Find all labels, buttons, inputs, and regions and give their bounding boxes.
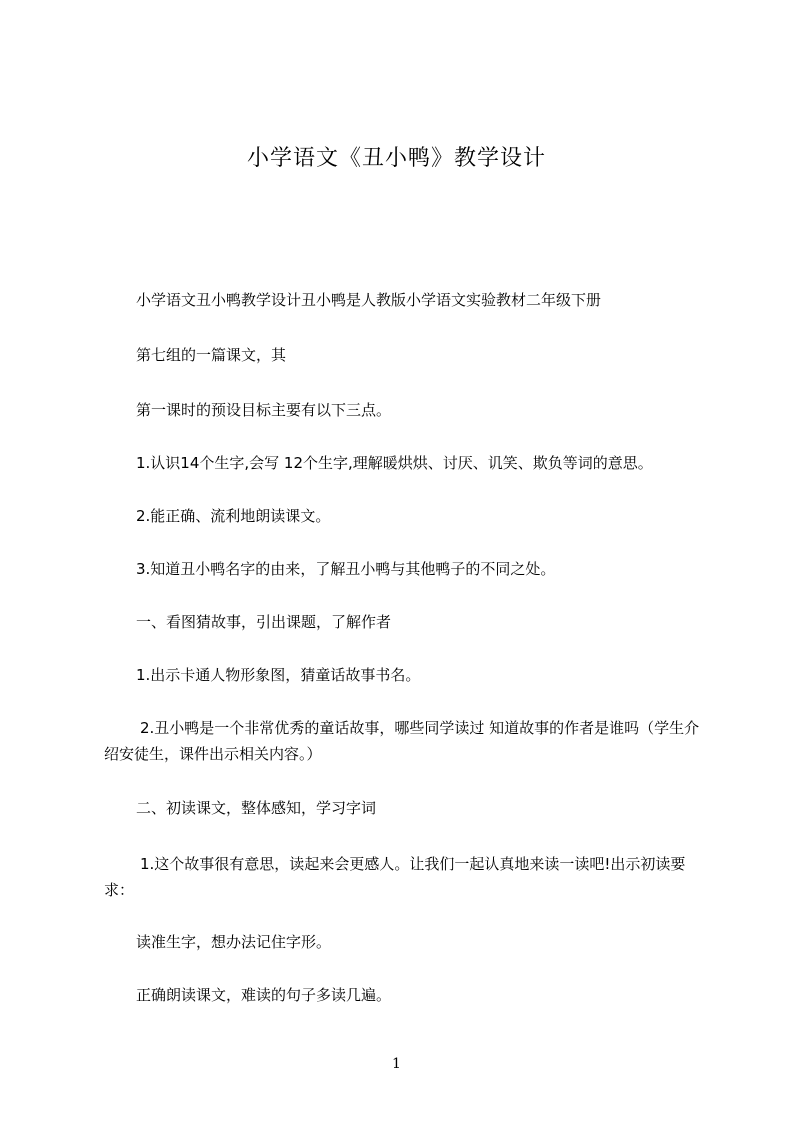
paragraph-8: 2.丑小鸭是一个非常优秀的童话故事，哪些同学读过 知道故事的作者是谁吗（学生介绍安徒生，课件出示相关内容。） [104,719,700,763]
paragraph-3: 第一课时的预设目标主要有以下三点。 [136,401,392,419]
paragraph-7: 1.出示卡通人物形象图，猜童话故事书名。 [136,666,421,684]
paragraph-4: 1.认识14个生字,会写 12个生字,理解暖烘烘、讨厌、讥笑、欺负等词的意思。 [136,454,653,472]
section-heading-2: 二、初读课文，整体感知，学习字词 [136,799,377,817]
paragraph-1: 小学语文丑小鸭教学设计丑小鸭是人教版小学语文实验教材二年级下册 [136,291,602,309]
paragraph-11: 正确朗读课文，难读的句子多读几遍。 [136,986,392,1004]
paragraph-5: 2.能正确、流利地朗读课文。 [136,507,331,525]
document-title: 小学语文《丑小鸭》教学设计 [246,146,546,171]
paragraph-10: 读准生字，想办法记住字形。 [136,933,332,951]
section-heading-1: 一、看图猜故事，引出课题，了解作者 [136,613,392,631]
paragraph-6: 3.知道丑小鸭名字的由来，了解丑小鸭与其他鸭子的不同之处。 [136,560,556,578]
paragraph-2: 第七组的一篇课文，其 [136,346,287,364]
paragraph-9: 1.这个故事很有意思，读起来会更感人。让我们一起认真地来读一读吧!出示初读要求： [104,855,686,899]
page-number: 1 [392,1056,401,1072]
